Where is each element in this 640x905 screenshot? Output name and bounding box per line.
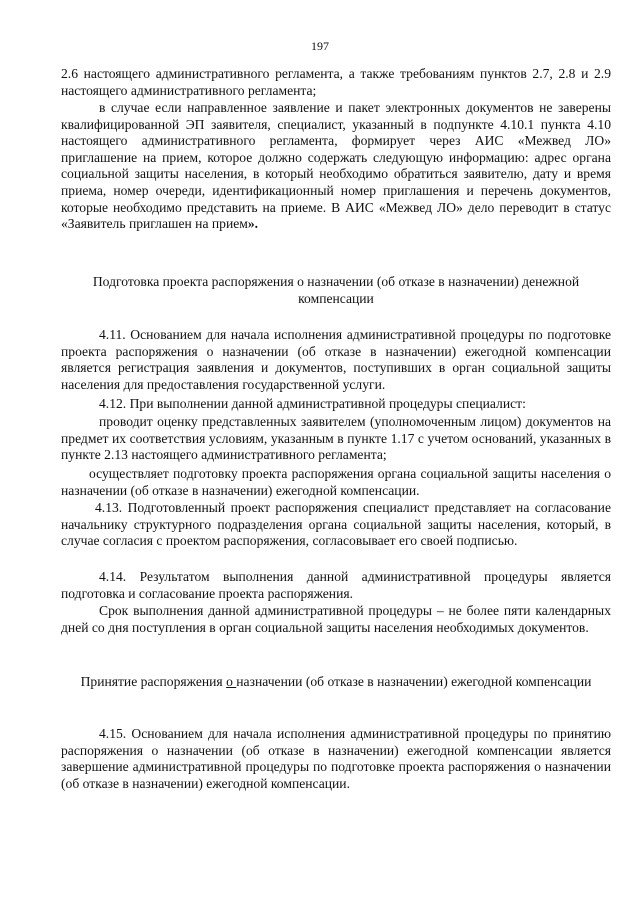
intro-text: 2.6 настоящего административного регламента, а также требованиям пунктов 2.7, 2.8 и 2.9 настоящего административного регламента; <box>61 66 611 98</box>
clause-4-11-text: 4.11. Основанием для начала исполнения административной процедуры по подготовке проекта распоряжения о назначении (об отказе в назначении) ежегодной компенсации является регистрация заявления и документов, поступивших в орган социальной защиты населения для предоставления государственной услуги. <box>61 327 611 392</box>
underlined-preposition: о <box>226 674 237 689</box>
clause-4-12-check <box>61 414 611 464</box>
check-documents-text: проводит оценку представленных заявителем (уполномоченным лицом) документов на предмет их соответствия условиям, указанным в пункте 1.17 с учетом оснований, указанных в пункте 2.13 настоящего административного регламента; <box>61 414 611 463</box>
clause-4-15 <box>61 726 611 792</box>
unsigned-case-text <box>61 100 611 233</box>
unsigned-case-end: ». <box>247 216 259 232</box>
term-text: Срок выполнения данной административной процедуры – не более пяти календарных дней со дня поступления в орган социальной защиты населения необходимых документов. <box>61 603 611 635</box>
heading-decision-text: Принятие распоряжения о назначении (об отказе в назначении) ежегодной компенсации <box>80 674 592 689</box>
prepare-draft-text: осуществляет подготовку проекта распоряжения органа социальной защиты населения о назначении (об отказе в назначении) ежегодной компенсации. <box>61 466 611 498</box>
unsigned-case-main: в случае если направленное заявление и пакет электронных документов не заверены квалифицированной ЭП заявителя, специалист, указанный в подпункте 4.10.1 пункта 4.10 настоящего административного регламента, формирует через АИС «Межвед ЛО» приглашение на прием, которое должно содержать следующую информацию: адрес органа социальной защиты населения, в который необходимо обратиться заявителю, дату и время приема, номер очереди, идентификационный номер приглашения и перечень документов, которые необходимо представить на приеме. В АИС «Межвед ЛО» дело переводит в статус «Заявитель приглашен на прием <box>61 100 611 232</box>
clause-4-12-text: 4.12. При выполнении данной административной процедуры специалист: <box>99 396 526 411</box>
term-paragraph <box>61 603 611 636</box>
page-number: 197 <box>311 39 329 53</box>
intro-paragraph <box>61 66 611 99</box>
clause-4-11 <box>61 327 611 393</box>
section-heading-draft <box>61 274 611 307</box>
clause-4-12-prepare <box>61 466 611 499</box>
clause-4-14 <box>61 569 611 602</box>
heading-draft-text: Подготовка проекта распоряжения о назначении (об отказе в назначении) денежной компенсации <box>92 274 580 306</box>
section-heading-decision <box>61 674 611 691</box>
unsigned-case-paragraph <box>61 100 611 233</box>
clause-4-15-text: 4.15. Основанием для начала исполнения административной процедуры по принятию распоряжения о назначении (об отказе в назначении) ежегодной компенсации является завершение административной процедуры по подготовке проекта распоряжения о назначении (об отказе в назначении) ежегодной компенсации. <box>61 726 611 791</box>
clause-4-13 <box>61 500 611 550</box>
clause-4-12 <box>61 396 611 413</box>
clause-4-14-text: 4.14. Результатом выполнения данной административной процедуры является подготовка и согласование проекта распоряжения. <box>61 569 611 601</box>
clause-4-13-text: 4.13. Подготовленный проект распоряжения специалист представляет на согласование начальнику структурного подразделения органа социальной защиты населения, который, в случае согласия с проектом распоряжения, согласовывает его своей подписью. <box>61 500 611 549</box>
